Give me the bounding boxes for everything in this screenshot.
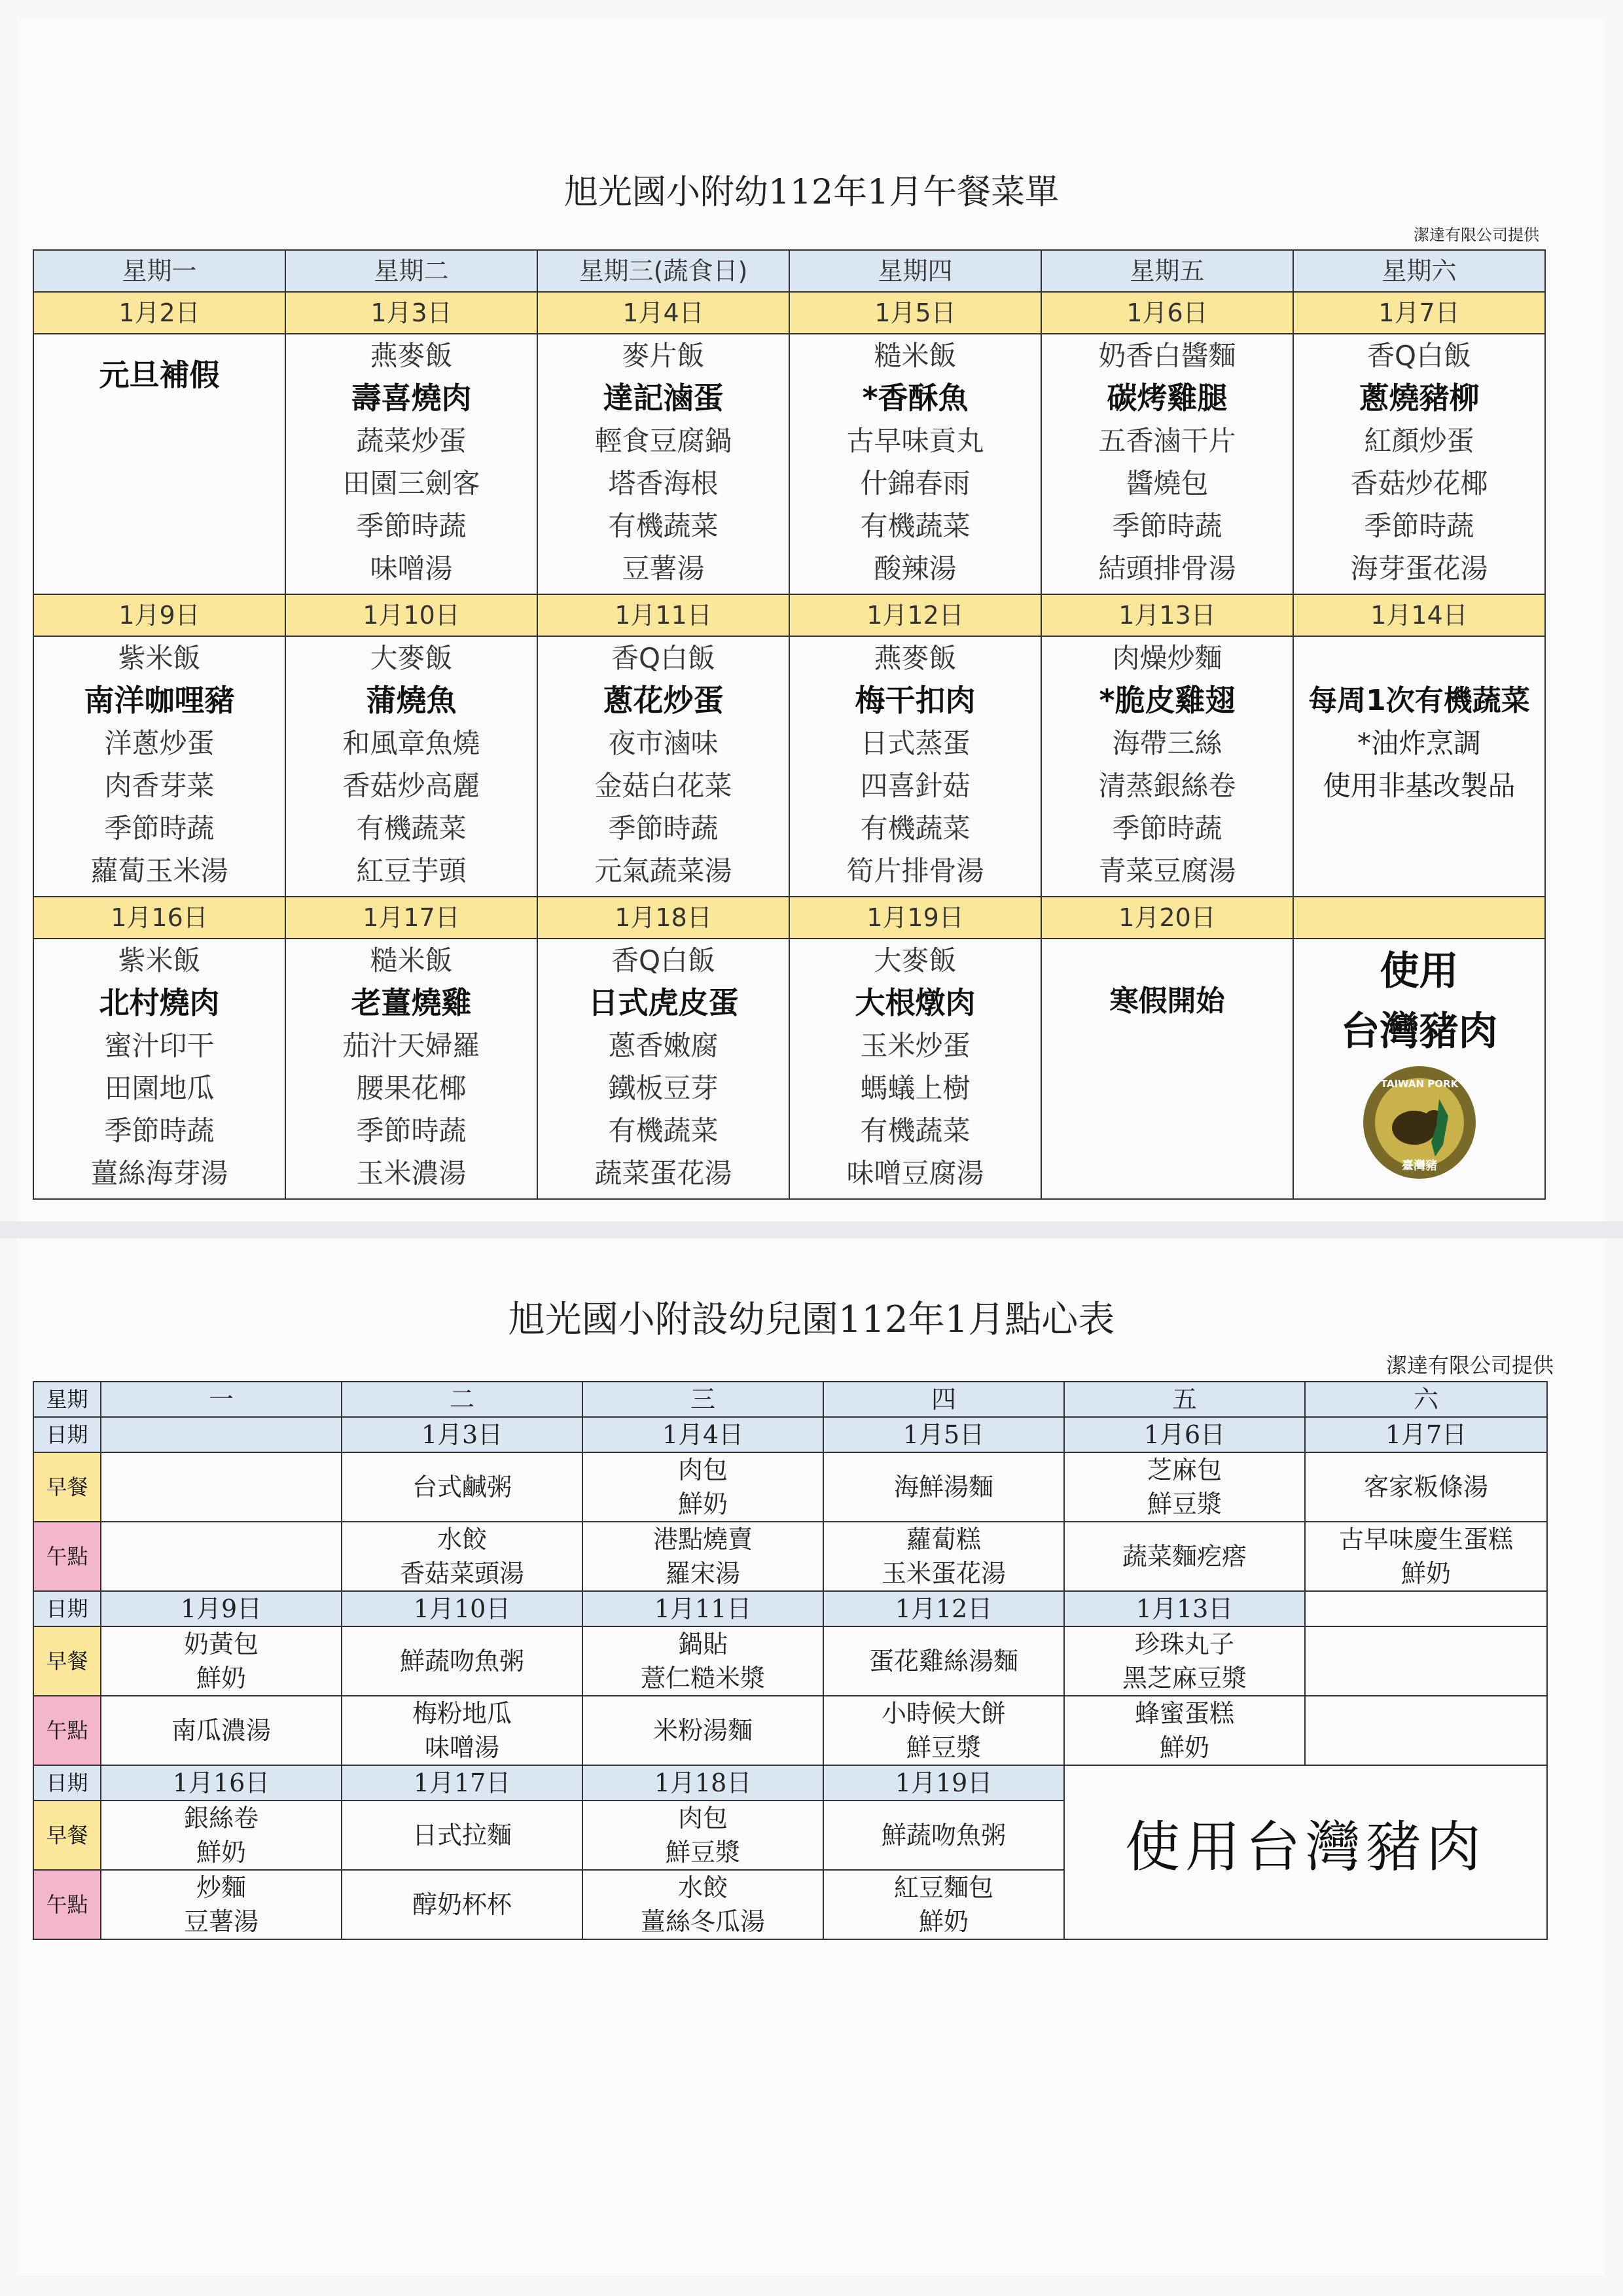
date-cell: 1月16日 — [101, 1765, 342, 1801]
menu-item: 元氣蔬菜湯 — [594, 855, 732, 887]
menu-item: 田園三劍客 — [342, 467, 480, 499]
date-cell — [1293, 897, 1545, 939]
menu-cell — [789, 334, 1041, 594]
main-dish: *脆皮雞翅 — [1099, 683, 1236, 718]
menu-cell — [1041, 939, 1293, 1199]
menu-item: 季節時蔬 — [356, 1115, 467, 1147]
date-label: 日期 — [33, 1591, 101, 1626]
snack-item: 黑芝麻豆漿 — [1122, 1664, 1247, 1693]
date-cell: 1月12日 — [789, 594, 1041, 636]
snack-item: 鮮豆漿 — [665, 1838, 740, 1867]
winter-vacation-label: 寒假開始 — [1109, 984, 1225, 1018]
date-cell: 1月16日 — [33, 897, 285, 939]
non-gmo-note: 使用非基改製品 — [1323, 770, 1516, 802]
snack-item: 醇奶杯杯 — [412, 1890, 512, 1919]
date-cell: 1月17日 — [342, 1765, 582, 1801]
menu-item: 大麥飯 — [370, 642, 453, 674]
page-fold — [0, 1221, 1623, 1238]
main-dish: 梅干扣肉 — [855, 683, 976, 718]
snack-item: 豆薯湯 — [183, 1907, 259, 1936]
snack-item: 蔬菜麵疙瘩 — [1122, 1542, 1247, 1571]
date-cell: 1月11日 — [582, 1591, 823, 1626]
menu-item: 螞蟻上樹 — [860, 1072, 971, 1104]
menu-cell — [33, 334, 285, 594]
menu-cell — [285, 939, 537, 1199]
snack-cell — [1064, 1452, 1305, 1522]
menu-item: 金菇白花菜 — [594, 770, 732, 802]
main-dish: 日式虎皮蛋 — [588, 985, 739, 1020]
menu-item: 鐵板豆芽 — [608, 1072, 719, 1104]
menu-item: 有機蔬菜 — [608, 510, 719, 542]
menu-cell — [789, 939, 1041, 1199]
menu-item: 有機蔬菜 — [860, 510, 971, 542]
snack-item: 鮮奶 — [1159, 1733, 1209, 1762]
menu-item: 什錦春雨 — [860, 467, 971, 499]
menu-item: 筍片排骨湯 — [846, 855, 984, 887]
weekday-header: 五 — [1064, 1382, 1305, 1417]
date-cell: 1月13日 — [1041, 594, 1293, 636]
holiday-label: 元旦補假 — [99, 357, 220, 393]
snack-cell — [342, 1870, 582, 1939]
lunch-provider: 潔達有限公司提供 — [1414, 226, 1539, 244]
pork-notice-line2: 台灣豬肉 — [1340, 1009, 1498, 1054]
weekday-header: 六 — [1305, 1382, 1547, 1417]
date-cell: 1月19日 — [789, 897, 1041, 939]
weekday-header: 星期六 — [1293, 250, 1545, 292]
menu-item: 有機蔬菜 — [356, 812, 467, 844]
menu-item: 五香滷干片 — [1098, 425, 1236, 457]
snack-date-row — [33, 1591, 1547, 1626]
snack-item: 香菇菜頭湯 — [399, 1559, 524, 1588]
snack-item: 鮮奶 — [1400, 1559, 1451, 1588]
date-cell: 1月3日 — [342, 1417, 582, 1452]
menu-item: 青菜豆腐湯 — [1098, 855, 1236, 887]
menu-item: 香菇炒花椰 — [1350, 467, 1488, 499]
snack-cell — [101, 1452, 342, 1522]
snack-cell — [582, 1870, 823, 1939]
organic-note: 每周1次有機蔬菜 — [1308, 684, 1530, 717]
menu-item: 薑絲海芽湯 — [90, 1157, 228, 1189]
snack-cell — [342, 1452, 582, 1522]
weekday-header: 三 — [582, 1382, 823, 1417]
snack-item: 鮮奶 — [196, 1838, 246, 1867]
menu-cell — [285, 636, 537, 897]
snack-cell — [582, 1522, 823, 1591]
menu-item: 紫米飯 — [118, 642, 201, 674]
menu-item: 麥片飯 — [622, 340, 705, 372]
breakfast-row — [33, 1452, 1547, 1522]
breakfast-label: 早餐 — [33, 1452, 101, 1522]
menu-item: 結頭排骨湯 — [1098, 552, 1236, 584]
menu-item: 有機蔬菜 — [608, 1115, 719, 1147]
snack-cell — [1064, 1522, 1305, 1591]
snack-item: 銀絲卷 — [183, 1804, 259, 1833]
main-dish: 蔥燒豬柳 — [1359, 380, 1480, 416]
snack-cell — [342, 1801, 582, 1870]
snack-item: 鮮奶 — [918, 1907, 969, 1936]
date-cell: 1月6日 — [1041, 292, 1293, 334]
snack-weekday-row — [33, 1382, 1547, 1417]
snack-item: 味噌湯 — [424, 1733, 499, 1762]
breakfast-label: 早餐 — [33, 1801, 101, 1870]
menu-cell — [33, 636, 285, 897]
taiwan-pork-badge-icon — [1362, 1065, 1477, 1180]
menu-row — [33, 939, 1545, 1199]
snack-provider: 潔達有限公司提供 — [1385, 1353, 1554, 1378]
menu-item: 田園地瓜 — [104, 1072, 215, 1104]
menu-item: 塔香海根 — [608, 467, 719, 499]
snack-item: 古早味慶生蛋糕 — [1338, 1525, 1513, 1554]
menu-item: 季節時蔬 — [104, 812, 215, 844]
date-cell: 1月13日 — [1064, 1591, 1305, 1626]
date-row — [33, 897, 1545, 939]
date-row — [33, 292, 1545, 334]
menu-item: 海帶三絲 — [1112, 727, 1222, 759]
fried-note: *油炸烹調 — [1357, 727, 1481, 759]
date-cell: 1月9日 — [33, 594, 285, 636]
main-dish: 達記滷蛋 — [603, 380, 724, 416]
date-cell: 1月4日 — [582, 1417, 823, 1452]
snack-item: 米粉湯麵 — [652, 1716, 753, 1745]
menu-item: 蔥香嫩腐 — [608, 1030, 719, 1062]
snack-item: 薏仁糙米漿 — [640, 1664, 765, 1693]
weekday-header: 二 — [342, 1382, 582, 1417]
menu-cell — [537, 636, 789, 897]
breakfast-row — [33, 1626, 1547, 1696]
menu-item: 四喜針菇 — [860, 770, 971, 802]
menu-item: 蜜汁印干 — [104, 1030, 215, 1062]
menu-item: 燕麥飯 — [874, 642, 957, 674]
date-cell: 1月19日 — [823, 1765, 1064, 1801]
snack-item: 羅宋湯 — [665, 1559, 740, 1588]
menu-cell — [789, 636, 1041, 897]
date-cell: 1月10日 — [285, 594, 537, 636]
menu-item: 糙米飯 — [874, 340, 957, 372]
weekday-header-row — [33, 250, 1545, 292]
main-dish: 蔥花炒蛋 — [603, 683, 724, 718]
snack-item: 奶黃包 — [183, 1630, 259, 1659]
menu-item: 酸辣湯 — [874, 552, 957, 584]
menu-item: 和風章魚燒 — [342, 727, 480, 759]
snack-cell — [582, 1452, 823, 1522]
date-cell: 1月11日 — [537, 594, 789, 636]
snack-item: 水餃 — [677, 1873, 728, 1902]
menu-item: 夜市滷味 — [608, 727, 719, 759]
snack-item: 蜂蜜蛋糕 — [1134, 1699, 1234, 1728]
menu-item: 大麥飯 — [874, 944, 957, 977]
date-cell: 1月17日 — [285, 897, 537, 939]
weekday-header: 星期二 — [285, 250, 537, 292]
pork-cell — [1293, 939, 1545, 1199]
snack-item: 梅粉地瓜 — [412, 1699, 512, 1728]
date-cell: 1月6日 — [1064, 1417, 1305, 1452]
snack-cell — [823, 1452, 1064, 1522]
date-cell — [101, 1417, 342, 1452]
menu-cell — [1293, 334, 1545, 594]
menu-cell — [1041, 334, 1293, 594]
weekday-label: 星期 — [33, 1382, 101, 1417]
menu-item: 豆薯湯 — [622, 552, 705, 584]
weekday-header: 星期五 — [1041, 250, 1293, 292]
snack-cell — [101, 1870, 342, 1939]
menu-item: 玉米濃湯 — [356, 1157, 467, 1189]
snack-item: 薑絲冬瓜湯 — [640, 1907, 765, 1936]
snack-item: 小時候大餅 — [881, 1699, 1006, 1728]
snack-cell — [582, 1626, 823, 1696]
menu-item: 玉米炒蛋 — [860, 1030, 971, 1062]
menu-item: 輕食豆腐鍋 — [594, 425, 732, 457]
lunch-menu-title: 旭光國小附幼112年1月午餐菜單 — [563, 173, 1060, 212]
menu-item: 肉香芽菜 — [104, 770, 215, 802]
menu-item: 有機蔬菜 — [860, 812, 971, 844]
weekday-header: 星期四 — [789, 250, 1041, 292]
menu-item: 奶香白醬麵 — [1098, 340, 1236, 372]
afternoon-row — [33, 1696, 1547, 1765]
snack-item: 芝麻包 — [1147, 1456, 1222, 1484]
main-dish: 老薑燒雞 — [351, 985, 472, 1020]
badge-top-text: TAIWAN PORK — [1380, 1078, 1458, 1090]
date-cell: 1月12日 — [823, 1591, 1064, 1626]
snack-cell — [101, 1522, 342, 1591]
weekday-header: 星期三(蔬食日) — [537, 250, 789, 292]
snack-cell — [101, 1696, 342, 1765]
afternoon-label: 午點 — [33, 1696, 101, 1765]
snack-item: 鮮豆漿 — [1147, 1490, 1222, 1518]
snack-cell — [342, 1522, 582, 1591]
breakfast-label: 早餐 — [33, 1626, 101, 1696]
lunch-menu-table — [33, 249, 1546, 1200]
snack-item: 鮮豆漿 — [906, 1733, 981, 1762]
snack-cell — [1305, 1696, 1547, 1765]
badge-bottom-text: 臺灣豬 — [1401, 1159, 1437, 1173]
date-cell: 1月18日 — [537, 897, 789, 939]
snack-cell — [823, 1696, 1064, 1765]
main-dish: 碳烤雞腿 — [1107, 380, 1228, 416]
snack-item: 客家粄條湯 — [1363, 1473, 1488, 1501]
snack-item: 珍珠丸子 — [1134, 1630, 1234, 1659]
main-dish: *香酥魚 — [862, 380, 969, 416]
menu-item: 味噌豆腐湯 — [846, 1157, 984, 1189]
snack-item: 水餃 — [437, 1525, 487, 1554]
weekday-header: 一 — [101, 1382, 342, 1417]
date-cell: 1月14日 — [1293, 594, 1545, 636]
snack-menu-table — [33, 1381, 1548, 1940]
snack-cell — [101, 1626, 342, 1696]
menu-item: 蔬菜蛋花湯 — [594, 1157, 732, 1189]
snack-cell — [582, 1696, 823, 1765]
menu-item: 古早味貢丸 — [846, 425, 984, 457]
snack-cell — [823, 1870, 1064, 1939]
snack-item: 鮮蔬吻魚粥 — [399, 1647, 524, 1676]
menu-item: 季節時蔬 — [1364, 510, 1474, 542]
menu-item: 紫米飯 — [118, 944, 201, 977]
snack-pork-notice: 使用台灣豬肉 — [1124, 1815, 1486, 1879]
menu-row — [33, 636, 1545, 897]
main-dish: 壽喜燒肉 — [351, 380, 472, 416]
date-cell: 1月4日 — [537, 292, 789, 334]
afternoon-label: 午點 — [33, 1522, 101, 1591]
snack-item: 鮮蔬吻魚粥 — [881, 1821, 1006, 1850]
snack-cell — [823, 1522, 1064, 1591]
menu-item: 清蒸銀絲卷 — [1098, 770, 1236, 802]
date-label: 日期 — [33, 1765, 101, 1801]
menu-item: 糙米飯 — [370, 944, 453, 977]
snack-pork-notice-cell — [1064, 1765, 1547, 1939]
snack-item: 蘿蔔糕 — [906, 1525, 981, 1554]
menu-item: 香菇炒高麗 — [342, 770, 480, 802]
date-cell: 1月9日 — [101, 1591, 342, 1626]
date-cell: 1月2日 — [33, 292, 285, 334]
menu-cell — [537, 939, 789, 1199]
menu-item: 季節時蔬 — [1112, 510, 1222, 542]
snack-item: 紅豆麵包 — [893, 1873, 993, 1902]
weekday-header: 星期一 — [33, 250, 285, 292]
snack-item: 港點燒賣 — [652, 1525, 753, 1554]
snack-item: 肉包 — [677, 1456, 728, 1484]
snack-item: 台式鹹粥 — [412, 1473, 512, 1501]
menu-item: 味噌湯 — [370, 552, 453, 584]
menu-cell — [285, 334, 537, 594]
afternoon-row — [33, 1522, 1547, 1591]
menu-item: 燕麥飯 — [370, 340, 453, 372]
snack-item: 南瓜濃湯 — [171, 1716, 271, 1745]
menu-item: 蔬菜炒蛋 — [356, 425, 467, 457]
snack-menu-title: 旭光國小附設幼兒園112年1月點心表 — [508, 1299, 1115, 1341]
date-cell: 1月5日 — [789, 292, 1041, 334]
snack-cell — [1305, 1522, 1547, 1591]
date-row — [33, 594, 1545, 636]
menu-item: 紅豆芋頭 — [356, 855, 467, 887]
menu-cell — [1041, 636, 1293, 897]
date-cell — [1305, 1591, 1547, 1626]
pork-notice-line1: 使用 — [1380, 948, 1459, 994]
snack-cell — [1064, 1626, 1305, 1696]
main-dish: 南洋咖哩豬 — [84, 683, 235, 718]
date-cell: 1月5日 — [823, 1417, 1064, 1452]
date-cell: 1月20日 — [1041, 897, 1293, 939]
snack-item: 海鮮湯麵 — [893, 1473, 993, 1501]
menu-cell — [1293, 636, 1545, 897]
menu-cell — [33, 939, 285, 1199]
weekday-header: 四 — [823, 1382, 1064, 1417]
menu-item: 香Q白飯 — [1366, 340, 1472, 372]
snack-cell — [1064, 1696, 1305, 1765]
menu-item: 腰果花椰 — [356, 1072, 467, 1104]
main-dish: 北村燒肉 — [99, 985, 220, 1020]
menu-item: 香Q白飯 — [611, 944, 716, 977]
snack-date-row — [33, 1765, 1547, 1801]
menu-item: 紅顏炒蛋 — [1364, 425, 1474, 457]
menu-item: 有機蔬菜 — [860, 1115, 971, 1147]
snack-item: 蛋花雞絲湯麵 — [868, 1647, 1018, 1676]
snack-date-row — [33, 1417, 1547, 1452]
snack-item: 肉包 — [677, 1804, 728, 1833]
menu-item: 肉燥炒麵 — [1112, 642, 1222, 674]
main-dish: 蒲燒魚 — [366, 683, 457, 718]
menu-item: 日式蒸蛋 — [860, 727, 971, 759]
snack-item: 鮮奶 — [677, 1490, 728, 1518]
date-cell: 1月10日 — [342, 1591, 582, 1626]
menu-item: 香Q白飯 — [611, 642, 716, 674]
menu-row — [33, 334, 1545, 594]
snack-cell — [342, 1696, 582, 1765]
snack-item: 日式拉麵 — [412, 1821, 512, 1850]
date-cell: 1月3日 — [285, 292, 537, 334]
menu-item: 季節時蔬 — [608, 812, 719, 844]
date-cell: 1月18日 — [582, 1765, 823, 1801]
menu-item: 蘿蔔玉米湯 — [90, 855, 228, 887]
main-dish: 大根燉肉 — [855, 985, 976, 1020]
menu-cell — [537, 334, 789, 594]
menu-item: 季節時蔬 — [1112, 812, 1222, 844]
menu-item: 醬燒包 — [1126, 467, 1209, 499]
menu-item: 季節時蔬 — [104, 1115, 215, 1147]
snack-cell — [582, 1801, 823, 1870]
afternoon-label: 午點 — [33, 1870, 101, 1939]
menu-item: 茄汁天婦羅 — [342, 1030, 480, 1062]
snack-cell — [1305, 1452, 1547, 1522]
menu-item: 海芽蛋花湯 — [1350, 552, 1488, 584]
date-cell: 1月7日 — [1305, 1417, 1547, 1452]
snack-item: 炒麵 — [196, 1873, 246, 1902]
menu-item: 季節時蔬 — [356, 510, 467, 542]
date-cell: 1月7日 — [1293, 292, 1545, 334]
snack-item: 鍋貼 — [677, 1630, 728, 1659]
snack-cell — [342, 1626, 582, 1696]
snack-cell — [823, 1801, 1064, 1870]
snack-cell — [823, 1626, 1064, 1696]
snack-item: 鮮奶 — [196, 1664, 246, 1693]
menu-item: 洋蔥炒蛋 — [104, 727, 215, 759]
date-label: 日期 — [33, 1417, 101, 1452]
snack-cell — [1305, 1626, 1547, 1696]
snack-cell — [101, 1801, 342, 1870]
snack-item: 玉米蛋花湯 — [881, 1559, 1006, 1588]
